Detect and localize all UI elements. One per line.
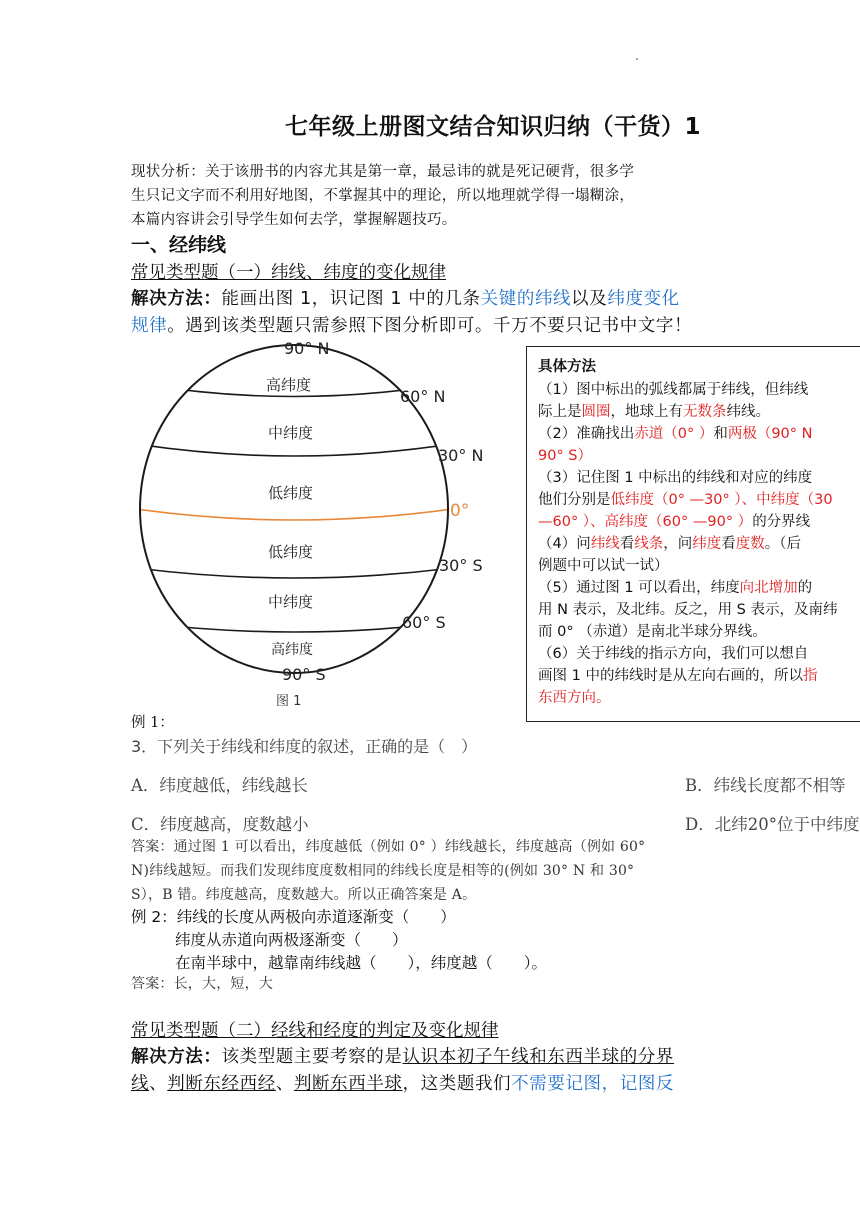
label-90s: 90° S [282, 665, 326, 684]
type2-heading: 常见类型题（二）经线和经度的判定及变化规律 [131, 1021, 499, 1041]
method-line-11: 用 N 表示，及北纬。反之，用 S 表示，及南纬 [538, 602, 838, 618]
label-30s: 30° S [439, 556, 483, 575]
solve-rest: 。遇到该类型题只需参照下图分析即可。千万不要只记书中文字！ [167, 316, 693, 336]
zone-mid-north: 中纬度 [268, 424, 314, 442]
option-b: B．纬线长度都不相等 [685, 776, 846, 795]
page-dot [636, 58, 638, 60]
section-heading: 一、经纬线 [131, 234, 227, 256]
method-line-10: （5）通过图 1 可以看出，纬度向北增加的 [538, 580, 813, 596]
zone-high-north: 高纬度 [266, 376, 312, 394]
latitude-line-30n [136, 444, 452, 456]
zone-low-north: 低纬度 [268, 484, 314, 502]
type2-solve-line-1: 解决方法：该类型题主要考察的是认识本初子午线和东西半球的分界 [131, 1047, 674, 1067]
example1-label: 例 1： [131, 715, 174, 731]
type1-solve-line-2 [131, 312, 692, 337]
example2-q2: 纬度从赤道向两极逐渐变（ ） [175, 931, 408, 949]
rule-word: 规律 [131, 316, 168, 336]
equator-line [136, 509, 452, 520]
label-30n: 30° N [438, 446, 484, 465]
zone-low-south: 低纬度 [268, 543, 314, 561]
type1-heading: 常见类型题（一）纬线、纬度的变化规律 [131, 263, 446, 283]
method-line-1: （1）图中标出的弧线都属于纬线，但纬线 [538, 382, 809, 398]
method-line-8: （4）问纬线看线条，问纬度看度数。（后 [538, 536, 801, 552]
method-line-3: （2）准确找出赤道（0° ）和两极（90° N [538, 426, 813, 442]
solve-text: 能画出图 1，识记图 1 中的几条 [221, 289, 481, 309]
option-d: D．北纬20°位于中纬度 [685, 815, 860, 834]
method-line-15: 东西方向。 [538, 690, 611, 706]
key-latitudes: 关键的纬线 [480, 289, 572, 309]
solve-label: 解决方法： [131, 289, 222, 309]
method-line-12: 而 0° （赤道）是南北半球分界线。 [538, 624, 767, 640]
method-line-5: （3）记住图 1 中标出的纬线和对应的纬度 [538, 470, 813, 486]
method-line-4: 90° S） [538, 448, 593, 464]
latitude-line-30s [136, 568, 452, 578]
type2-solve-line-2: 线、判断东经西经、判断东西半球，这类题我们不需要记图，记图反 [131, 1074, 675, 1094]
zone-mid-south: 中纬度 [268, 593, 314, 611]
example2-answer: 答案：长，大，短，大 [131, 976, 273, 992]
method-line-6: 他们分别是低纬度（0° —30° ）、中纬度（30 [538, 492, 833, 508]
example1-answer-1: 答案：通过图 1 可以看出，纬度越低（例如 0° ）纬线越长，纬度越高（例如 60° [131, 839, 646, 855]
example1-answer-3: S），B 错。纬度越高，度数越大。所以正确答案是 A。 [131, 887, 477, 903]
example1-answer-2: N)纬线越短。而我们发现纬度度数相同的纬线长度是相等的(例如 30° N 和 30° [131, 863, 635, 879]
figure-caption: 图 1 [276, 694, 302, 709]
method-line-9: 例题中可以试一试） [538, 558, 669, 574]
latitude-change: 纬度变化 [607, 289, 680, 309]
example1-question: 3．下列关于纬线和纬度的叙述，正确的是（ ） [131, 737, 478, 756]
label-60s: 60° S [402, 613, 446, 632]
globe-figure [136, 335, 506, 715]
intro-line-3: 本篇内容讲会引导学生如何去学，掌握解题技巧。 [131, 212, 457, 228]
option-c: C．纬度越高，度数越小 [131, 815, 309, 834]
example2-q1: 例 2：纬线的长度从两极向赤道逐渐变（ ） [131, 908, 456, 926]
label-90n: 90° N [284, 339, 330, 358]
method-line-2: 际上是圆圈，地球上有无数条纬线。 [538, 404, 770, 420]
intro-line-1: 现状分析：关于该册书的内容尤其是第一章，最忌讳的就是死记硬背，很多学 [131, 164, 635, 180]
type1-solve-line-1 [131, 285, 680, 310]
method-line-7: —60° ）、高纬度（60° —90° ）的分界线 [538, 514, 811, 530]
page-title: 七年级上册图文结合知识归纳（干货）1 [285, 114, 702, 140]
solve-and: 以及 [571, 289, 608, 309]
method-line-13: （6）关于纬线的指示方向，我们可以想自 [538, 646, 809, 662]
label-equator: 0° [450, 501, 470, 521]
methods-box [526, 346, 860, 722]
option-a: A．纬度越低，纬线越长 [131, 776, 308, 795]
label-60n: 60° N [400, 387, 446, 406]
intro-line-2: 生只记文字而不利用好地图，不掌握其中的理论，所以地理就学得一塌糊涂， [131, 188, 635, 204]
zone-high-south: 高纬度 [271, 642, 313, 658]
method-line-14: 画图 1 中的纬线时是从左向右画的，所以指 [538, 668, 818, 684]
methods-title: 具体方法 [538, 359, 596, 375]
example2-q3: 在南半球中，越靠南纬线越（ ），纬度越（ ）。 [175, 954, 548, 972]
